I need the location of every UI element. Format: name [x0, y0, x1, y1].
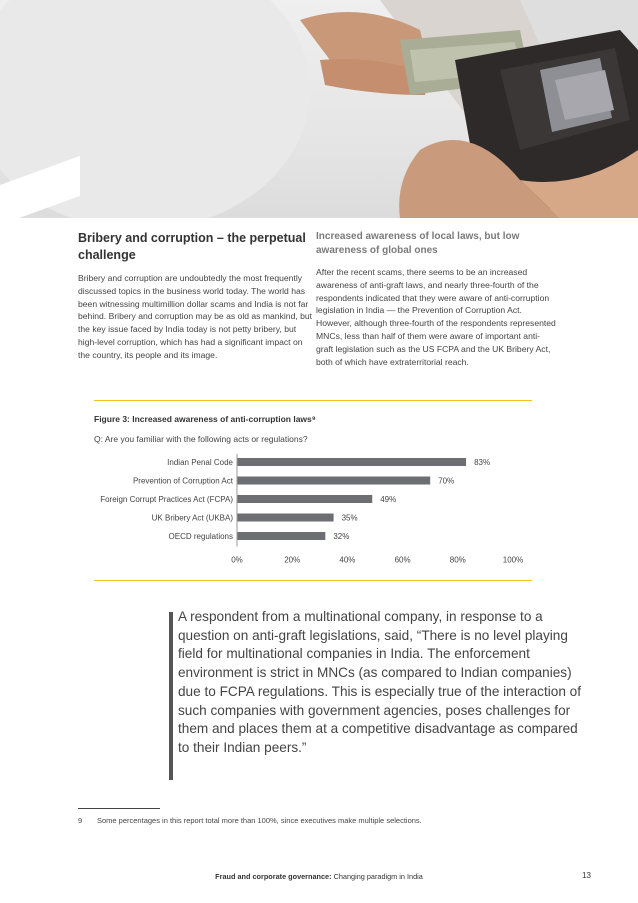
left-column — [78, 230, 313, 362]
chart-category-label: Prevention of Corruption Act — [132, 476, 233, 486]
chart-bar — [237, 532, 325, 540]
section-heading-awareness: Increased awareness of local laws, but low awareness of global ones — [316, 231, 520, 256]
chart-category-label: OECD regulations — [168, 532, 233, 541]
quote-bar — [169, 612, 173, 780]
figure-question: Q: Are you familiar with the following acts or regulations? — [94, 434, 308, 444]
right-column — [316, 230, 556, 368]
footnote-number: 9 — [78, 816, 83, 825]
section-body-bribery: Bribery and corruption are undoubtedly the most frequently discussed topics in the business world today. The world has been witnessing multimillion dollar scams and India is not far behind. Bribery and corruption may be as old as mankind, but the key issue faced by India today is not petty bribery, but high-level corruption, which has had a significant impact on the country, its people and its image. — [78, 273, 313, 360]
page-number: 13 — [582, 871, 591, 880]
chart-x-tick-labels — [231, 556, 523, 565]
section-body-awareness: After the recent scams, there seems to be an increased awareness of anti-graft laws, and nearly three-fourth of the respondents indicated that they were aware of anti-corruption legislation in India — the Prevention of Corruption Act. However, although three-fourth of the respondents represented MNCs, less than half of them were aware of important anti-graft legislation such as the US FCPA and the UK Bribery Act, both of which have extraterritorial reach. — [316, 267, 556, 367]
footer-title-bold: Fraud and corporate governance: — [215, 872, 332, 881]
chart-value-label: 49% — [380, 495, 397, 504]
page-footer — [0, 872, 638, 881]
chart-x-tick-label: 100% — [502, 555, 524, 565]
chart-x-tick-label: 80% — [449, 555, 466, 565]
footnote-rule — [78, 808, 160, 809]
pull-quote: A respondent from a multinational company, in response to a question on anti-graft legislations, said, “There is no level playing field for multinational companies in India. The enforcement environment is strict in MNCs (as compared to Indian companies) due to FCPA regulations. This is especially true of the interaction of such companies with government agencies, poses challenges for them and places them at a competitive disadvantage as compared to their Indian peers.” — [178, 609, 581, 755]
chart-value-label: 70% — [438, 476, 455, 486]
chart-bar — [237, 495, 372, 503]
wallet-photo-illustration — [0, 0, 638, 218]
figure-bottom-rule — [94, 580, 532, 581]
chart-x-tick-label: 20% — [284, 555, 301, 565]
chart-category-label: Indian Penal Code — [167, 458, 233, 467]
chart-bar — [237, 458, 466, 466]
chart-bar — [237, 514, 334, 522]
figure-top-rule — [94, 400, 532, 401]
chart-bars — [237, 458, 466, 540]
chart-category-label: UK Bribery Act (UKBA) — [151, 513, 233, 523]
chart-category-labels — [100, 458, 234, 541]
figure-title: Figure 3: Increased awareness of anti-corruption laws⁹ — [94, 414, 316, 424]
chart-value-label: 83% — [474, 458, 491, 467]
chart-x-tick-label: 40% — [339, 555, 356, 565]
awareness-bar-chart — [60, 452, 540, 572]
section-heading-bribery: Bribery and corruption – the perpetual challenge — [78, 231, 306, 262]
footer-title-rest: Changing paradigm in India — [331, 872, 423, 881]
chart-x-tick-label: 0% — [231, 555, 243, 565]
chart-value-label: 35% — [341, 513, 358, 523]
chart-bar — [237, 477, 430, 485]
chart-category-label: Foreign Corrupt Practices Act (FCPA) — [100, 495, 233, 504]
header-photo — [0, 0, 638, 218]
footnote-text: Some percentages in this report total more than 100%, since executives make multiple selections. — [97, 816, 422, 825]
chart-value-label: 32% — [333, 532, 350, 541]
chart-x-tick-label: 60% — [394, 555, 411, 565]
